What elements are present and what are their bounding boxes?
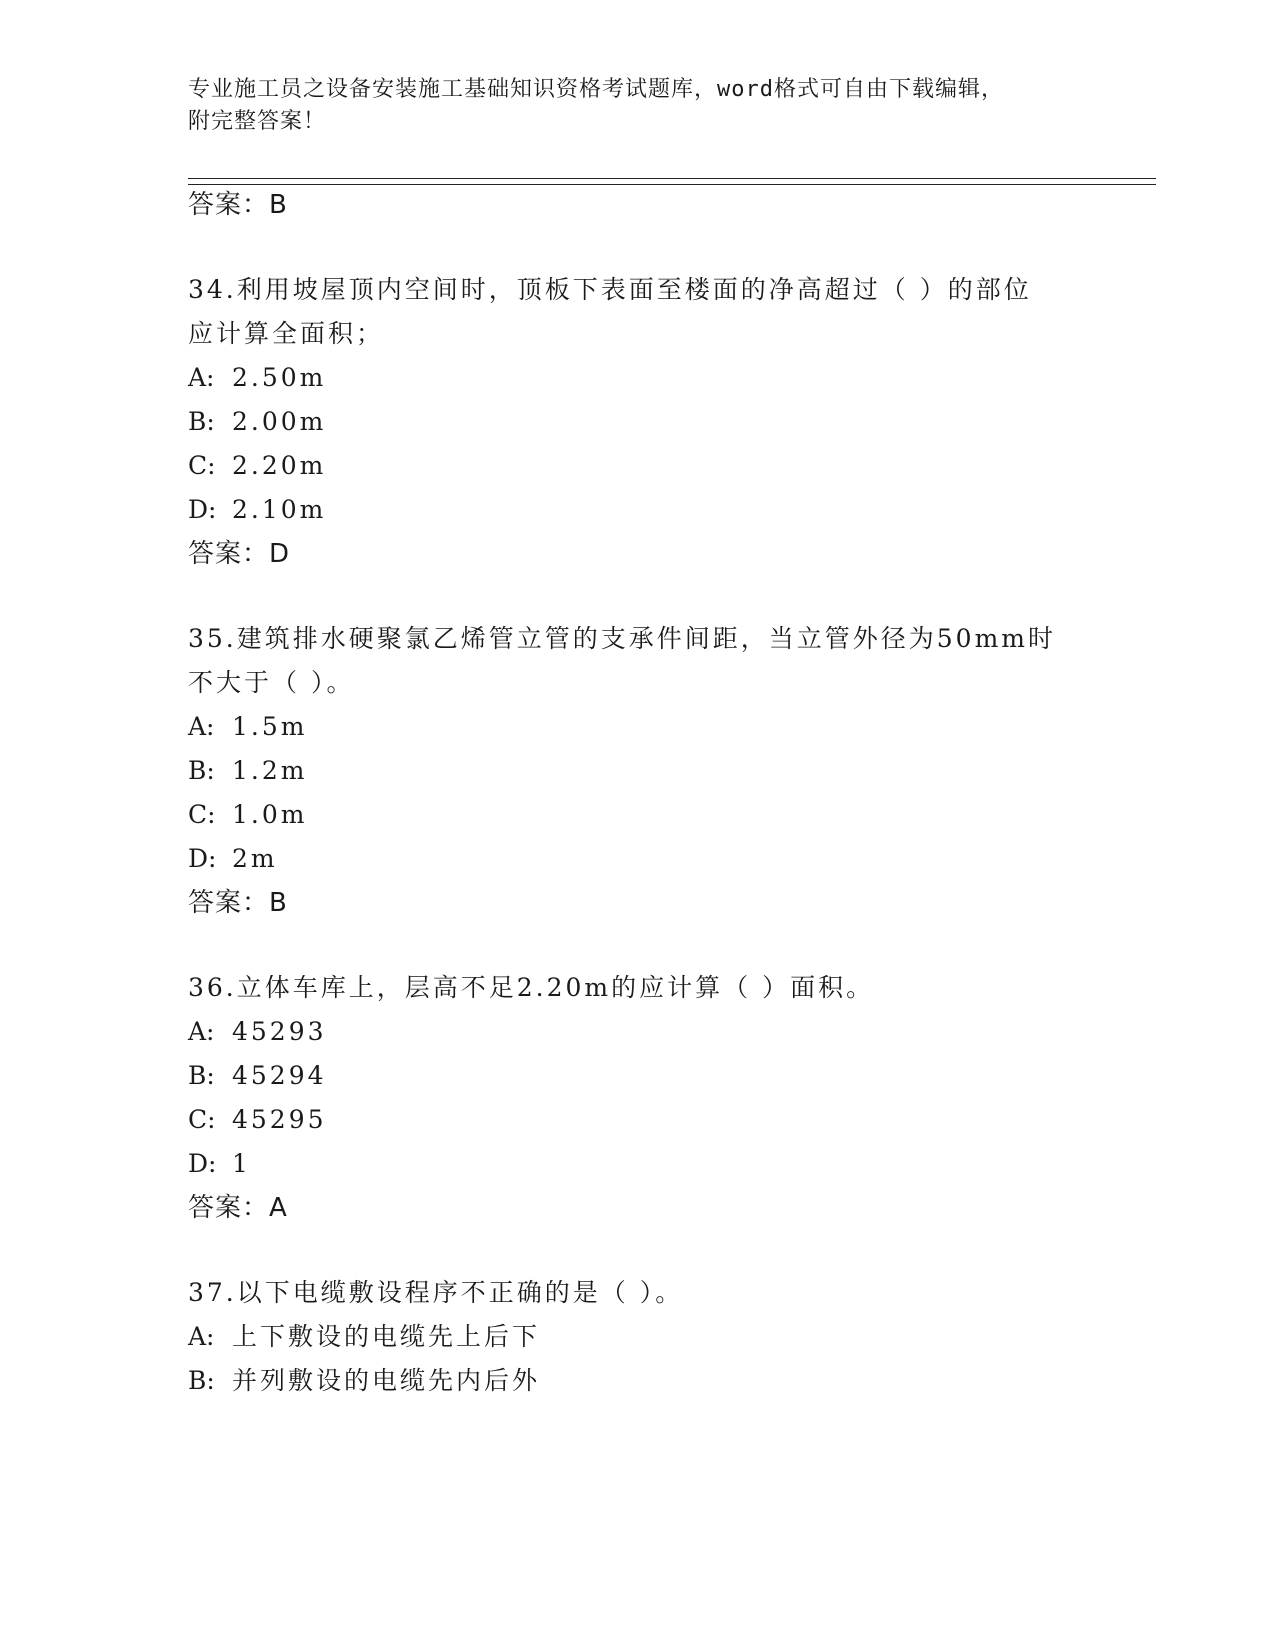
option-label: A:	[188, 1322, 215, 1351]
option-label: C:	[188, 800, 216, 829]
answer-q34: 答案：D	[188, 539, 291, 569]
question-35-stem-line1: 35.建筑排水硬聚氯乙烯管立管的支承件间距，当立管外径为50mm时	[188, 624, 1056, 653]
option-text: 2.20m	[232, 451, 327, 480]
question-37-stem-line1: 37.以下电缆敷设程序不正确的是（ ）。	[188, 1278, 684, 1307]
question-35-option-a	[188, 712, 307, 742]
header-divider-top	[188, 178, 1156, 179]
question-35-option-d	[188, 844, 278, 874]
question-36-option-a	[188, 1017, 327, 1047]
question-36-option-c	[188, 1105, 327, 1135]
option-label: B:	[188, 407, 215, 436]
option-label: C:	[188, 451, 216, 480]
option-text: 1	[232, 1149, 251, 1178]
option-label: C:	[188, 1105, 216, 1134]
option-text: 45295	[232, 1105, 327, 1134]
option-label: A:	[188, 712, 215, 741]
question-35-option-c	[188, 800, 307, 830]
header-divider-bottom	[188, 184, 1156, 185]
option-label: D:	[188, 844, 217, 873]
answer-q36: 答案：A	[188, 1193, 288, 1223]
question-37-option-b	[188, 1366, 540, 1396]
question-34-option-b	[188, 407, 326, 437]
question-34-option-c	[188, 451, 326, 481]
option-text: 上下敷设的电缆先上后下	[232, 1322, 541, 1351]
question-34-stem-line2: 应计算全面积；	[188, 319, 385, 348]
question-36-option-d	[188, 1149, 251, 1179]
option-text: 2.00m	[232, 407, 327, 436]
option-text: 1.2m	[232, 756, 308, 785]
option-text: 1.0m	[232, 800, 308, 829]
answer-q35: 答案：B	[188, 888, 288, 918]
header-line-1: 专业施工员之设备安装施工基础知识资格考试题库，word格式可自由下载编辑，	[188, 77, 1004, 102]
question-34-option-a	[188, 363, 326, 393]
option-text: 45294	[232, 1061, 327, 1090]
question-34-option-d	[188, 495, 326, 525]
option-text: 并列敷设的电缆先内后外	[232, 1366, 541, 1395]
header-line-2: 附完整答案！	[188, 109, 327, 134]
question-35-stem-line2: 不大于（ ）。	[188, 668, 355, 697]
option-label: D:	[188, 495, 217, 524]
option-label: B:	[188, 1061, 215, 1090]
question-37-option-a	[188, 1322, 540, 1352]
question-34-stem-line1: 34.利用坡屋顶内空间时，顶板下表面至楼面的净高超过（ ）的部位	[188, 275, 1032, 304]
document-header	[188, 74, 1088, 138]
option-label: A:	[188, 363, 215, 392]
option-label: B:	[188, 1366, 215, 1395]
question-36-stem-line1: 36.立体车库上，层高不足2.20m的应计算（ ）面积。	[188, 973, 875, 1002]
option-text: 1.5m	[232, 712, 308, 741]
option-label: B:	[188, 756, 215, 785]
question-36-option-b	[188, 1061, 327, 1091]
option-text: 2.10m	[232, 495, 327, 524]
option-text: 45293	[232, 1017, 327, 1046]
option-text: 2m	[232, 844, 278, 873]
option-text: 2.50m	[232, 363, 327, 392]
answer-q33: 答案：B	[188, 190, 288, 220]
option-label: D:	[188, 1149, 217, 1178]
option-label: A:	[188, 1017, 215, 1046]
question-35-option-b	[188, 756, 307, 786]
